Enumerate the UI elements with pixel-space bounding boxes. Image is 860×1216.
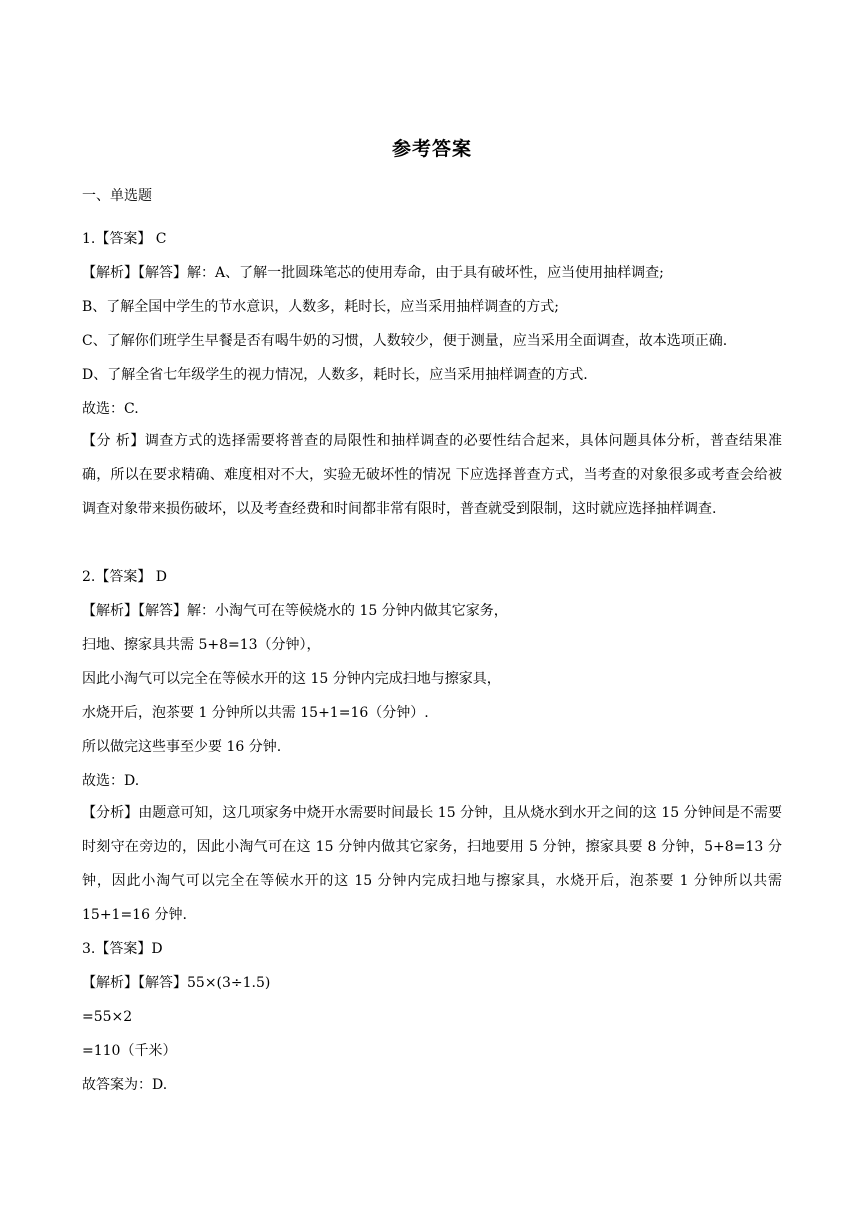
page-title: 参考答案 (391, 138, 472, 160)
q2-analysis-line-4: 水烧开后，泡茶要 1 分钟所以共需 15+1=16（分钟）. (82, 705, 429, 721)
q3-analysis-line-2: =55×2 (82, 1009, 133, 1025)
q2-analysis-line-2: 扫地、擦家具共需 5+8=13（分钟）， (82, 637, 321, 653)
q3-analysis-line-3: =110（千米） (82, 1043, 177, 1059)
q1-choice: 故选：C. (82, 401, 139, 417)
q1-analysis-line-3: C、了解你们班学生早餐是否有喝牛奶的习惯，人数较少，便于测量，应当采用全面调查，故本选项正确. (82, 333, 728, 349)
section-heading: 一、单选题 (82, 188, 152, 204)
q1-analysis-line-4: D、了解全省七年级学生的视力情况，人数多，耗时长，应当采用抽样调查的方式. (82, 367, 588, 383)
q1-note: 【分 析】调查方式的选择需要将普查的局限性和抽样调查的必要性结合起来，具体问题具体分析，普查结果准确，所以在要求精确、难度相对不大，实验无破坏性的情况 下应选择普查方式，当考查的对象很多或考查会给被调查对象带来损伤破坏，以及考查经费和时间都非常有限时，普查就受到限制，这时就应选择抽样调查. (82, 433, 782, 517)
q2-analysis-line-5: 所以做完这些事至少要 16 分钟. (82, 739, 282, 755)
q2-choice: 故选：D. (82, 773, 140, 789)
q1-answer: 1.【答案】 C (82, 231, 167, 247)
q2-analysis-line-1: 【解析】【解答】解：小淘气可在等候烧水的 15 分钟内做其它家务， (82, 603, 508, 619)
q2-note: 【分析】由题意可知，这几项家务中烧开水需要时间最长 15 分钟，且从烧水到水开之间的这 15 分钟间是不需要时刻守在旁边的，因此小淘气可在这 15 分钟内做其它家务，扫地要用 5 分钟，擦家具要 8 分钟，5+8=13 分钟，因此小淘气可以完全在等候水开的这 15 分钟内完成扫地与擦家具，水烧开后，泡茶要 1 分钟所以共需 15+1=16 分钟. (82, 805, 782, 923)
q1-analysis-line-2: B、了解全国中学生的节水意识，人数多，耗时长，应当采用抽样调查的方式; (82, 299, 560, 315)
q3-choice: 故答案为：D. (82, 1077, 168, 1093)
q3-answer: 3.【答案】D (82, 941, 163, 957)
q1-analysis-line-1: 【解析】【解答】解：A、了解一批圆珠笔芯的使用寿命，由于具有破坏性，应当使用抽样调查; (82, 265, 664, 281)
q2-analysis-line-3: 因此小淘气可以完全在等候水开的这 15 分钟内完成扫地与擦家具， (82, 671, 501, 687)
q2-answer: 2.【答案】 D (82, 569, 168, 585)
q3-analysis-line-1: 【解析】【解答】55×(3÷1.5) (82, 975, 271, 991)
